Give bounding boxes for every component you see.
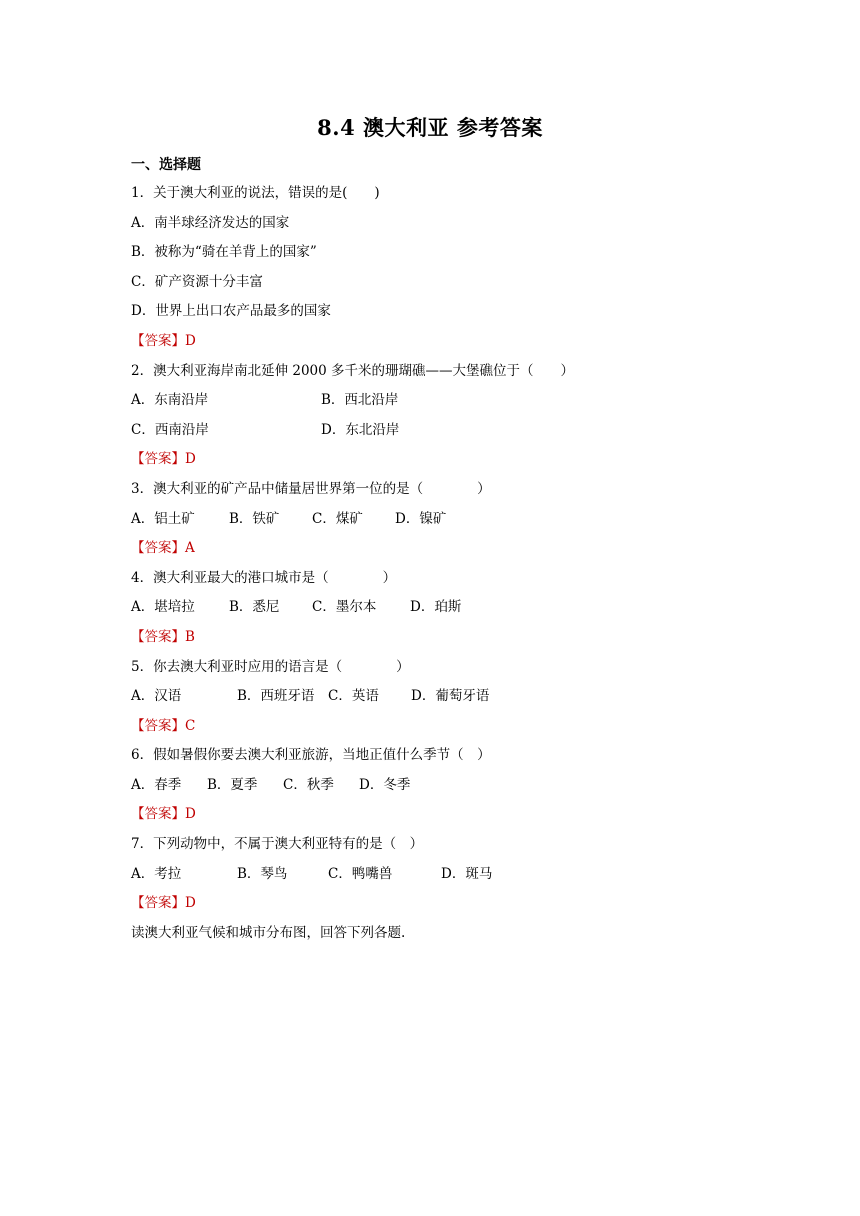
question-list [131, 182, 771, 951]
option: C．鸭嘴兽 [328, 865, 393, 882]
page-title: 8.4 澳大利亚 参考答案 [317, 115, 543, 140]
question-stem: 2．澳大利亚海岸南北延伸 2000 多千米的珊瑚礁——大堡礁位于（ ） [131, 362, 575, 379]
option: A．东南沿岸 [131, 392, 209, 409]
question-stem: 1．关于澳大利亚的说法，错误的是( ) [131, 185, 380, 201]
option: D．冬季 [359, 776, 411, 793]
option: C．英语 [328, 688, 379, 705]
option: C．西南沿岸 [131, 421, 209, 438]
question-stem: 6．假如暑假你要去澳大利亚旅游，当地正值什么季节（ ） [131, 747, 491, 764]
option: B．铁矿 [229, 510, 280, 527]
option: C．煤矿 [312, 510, 363, 527]
option-row [131, 389, 771, 419]
option-row [131, 774, 771, 804]
option: D．镍矿 [395, 510, 447, 527]
answer: 【答案】C [131, 717, 196, 734]
question-stem: 7．下列动物中，不属于澳大利亚特有的是（ ） [131, 836, 424, 853]
question-stem: 4．澳大利亚最大的港口城市是（ ） [131, 569, 397, 586]
answer: 【答案】D [131, 332, 196, 349]
answer: 【答案】D [131, 806, 196, 823]
option: B．悉尼 [229, 599, 280, 616]
option: C．秋季 [283, 776, 334, 793]
option: D．世界上出口农产品最多的国家 [131, 303, 331, 320]
option-row [131, 419, 771, 449]
option-row [131, 863, 771, 893]
option: C．墨尔本 [312, 599, 377, 616]
option: A．考拉 [131, 865, 182, 882]
answer: 【答案】D [131, 451, 196, 468]
option: A．堪培拉 [131, 599, 195, 616]
section-heading: 一、选择题 [131, 157, 201, 173]
option: A．春季 [131, 776, 182, 793]
option: C．矿产资源十分丰富 [131, 273, 263, 290]
option: B．夏季 [207, 776, 258, 793]
question-stem: 5．你去澳大利亚时应用的语言是（ ） [131, 658, 410, 675]
question-stem: 3．澳大利亚的矿产品中储量居世界第一位的是（ ） [131, 480, 491, 497]
option-row [131, 685, 771, 715]
answer: 【答案】B [131, 628, 195, 645]
option: A．汉语 [131, 688, 182, 705]
answer: 【答案】D [131, 895, 196, 912]
option-row [131, 508, 771, 538]
option: A．南半球经济发达的国家 [131, 214, 290, 231]
option: D．珀斯 [410, 599, 462, 616]
option: D．东北沿岸 [321, 421, 400, 438]
option: D．斑马 [441, 865, 493, 882]
answer: 【答案】A [131, 540, 195, 557]
option: A．铝土矿 [131, 510, 195, 527]
option: B．被称为“骑在羊背上的国家” [131, 244, 317, 261]
option: B．西北沿岸 [321, 392, 399, 409]
option: B．西班牙语 [237, 688, 315, 705]
option: B．琴鸟 [237, 865, 288, 882]
option: D．葡萄牙语 [411, 688, 490, 705]
option-row [131, 596, 771, 626]
closing-instruction: 读澳大利亚气候和城市分布图，回答下列各题. [131, 924, 406, 941]
